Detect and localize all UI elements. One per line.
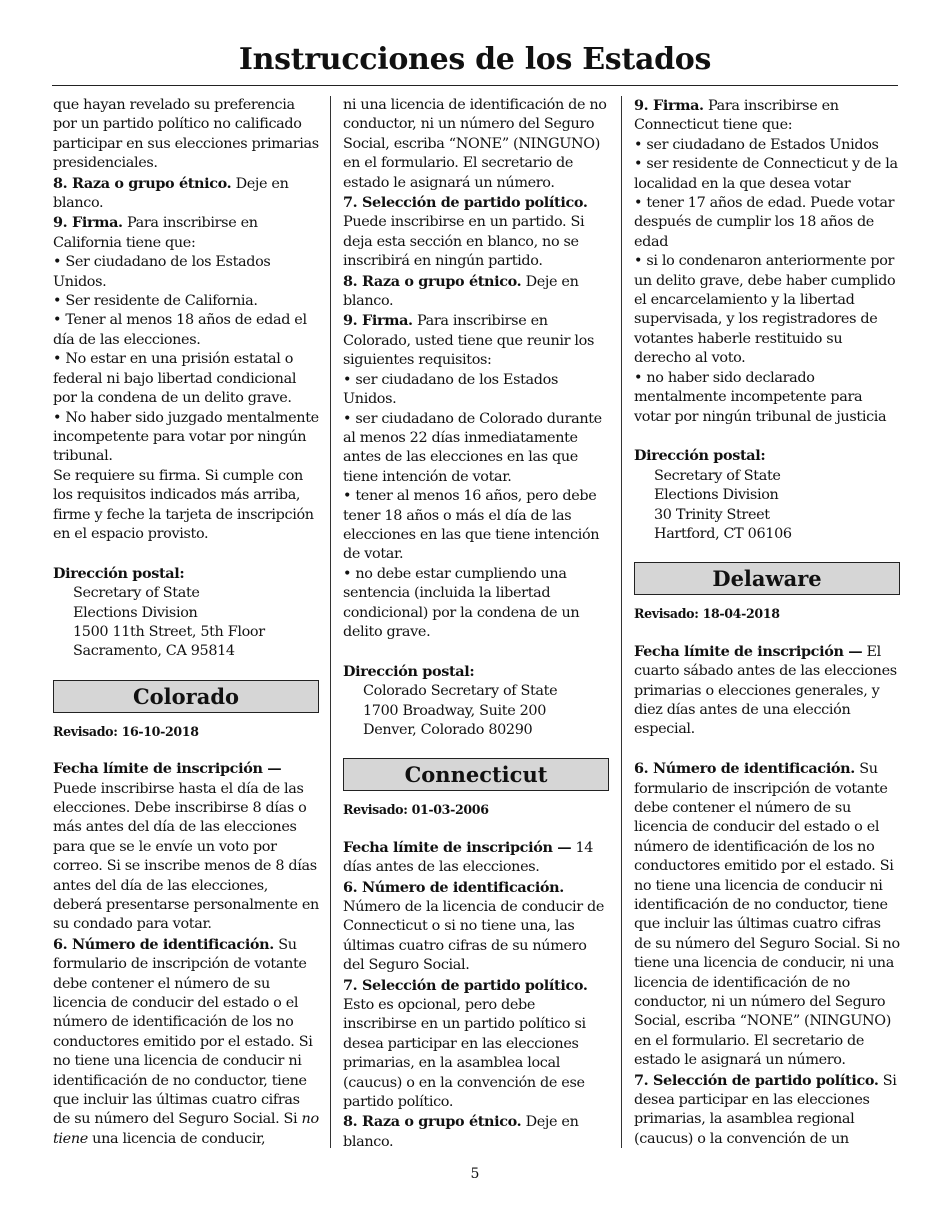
address-line: Hartford, CT 06106 xyxy=(654,525,792,542)
section-text: Su formulario de inscripción de votante debe contener el número de su licencia de conducir del estado o el número de identificación de los no conductores emitido por el estado. Si no tiene una licencia de conducir ni identificación de no conductor, tiene que incluir las últimas cuatro cifras de su número del Seguro Social. Si no tiene una licencia de conducir, ni una licencia de identificación de no conductor, ni un número del Seguro Social, escriba “NONE” (NINGUNO) en el formulario. El secretario de estado le asignará un número. xyxy=(634,761,900,1069)
column-divider xyxy=(330,96,331,1148)
section-text: El cuarto sábado antes de las elecciones primarias o elecciones generales, y diez días antes de una elección especial. xyxy=(634,643,897,738)
paragraph: que hayan revelado su preferencia por un partido político no calificado participar en sus elecciones primarias presidenciales. xyxy=(53,97,319,172)
section-text: una licencia de conducir, xyxy=(87,1130,266,1147)
mailing-address-label xyxy=(53,564,319,584)
paragraph xyxy=(343,272,609,312)
section-text: Puede inscribirse en un partido. Si deja esta sección en blanco, no se inscribirá en ningún partido. xyxy=(343,214,585,270)
section-text: Esto es opcional, pero debe inscribirse en un partido político si desea participar en las elecciones primarias, en la asamblea local (caucus) o en la convención de ese partido político. xyxy=(343,997,586,1111)
paragraph xyxy=(343,976,609,1113)
address-line: Secretary of State xyxy=(73,585,200,602)
state-heading-delaware: Delaware xyxy=(634,562,900,595)
address-line: 1700 Broadway, Suite 200 xyxy=(363,702,547,719)
mailing-address-label-text: Dirección postal: xyxy=(53,564,185,582)
revised-date: Revisado: 01-03-2006 xyxy=(343,802,489,818)
mailing-address-label-text: Dirección postal: xyxy=(343,662,475,680)
paragraph xyxy=(634,759,900,1071)
section-text: Deje en blanco. xyxy=(53,175,289,212)
section-label: 8. Raza o grupo étnico. xyxy=(53,174,232,192)
section-label: 8. Raza o grupo étnico. xyxy=(343,272,522,290)
mailing-address-label-text: Dirección postal: xyxy=(634,447,766,465)
bullet-item: • si lo condenaron anteriormente por un delito grave, debe haber cumplido el encarcelamiento y la libertad supervisada, y los registradores de votantes haberle restituido su derecho al voto. xyxy=(634,253,896,367)
column-1 xyxy=(53,96,319,1149)
paragraph: Se requiere su firma. Si cumple con los requisitos indicados más arriba, firme y feche la tarjeta de inscripción en el espacio provisto. xyxy=(53,467,314,542)
address-line: 30 Trinity Street xyxy=(654,506,770,523)
revised-date: Revisado: 16-10-2018 xyxy=(53,723,199,739)
section-text: Para inscribirse en Colorado, usted tiene que reunir los siguientes requisitos: xyxy=(343,313,595,369)
title-divider xyxy=(52,85,898,86)
bullet-item: • ser ciudadano de los Estados Unidos. xyxy=(343,371,558,408)
address-line: Elections Division xyxy=(73,604,198,621)
paragraph xyxy=(634,1071,900,1150)
column-3 xyxy=(634,96,900,1149)
mailing-address-label xyxy=(343,662,609,682)
section-label: 6. Número de identificación. xyxy=(634,760,855,778)
paragraph: ni una licencia de identificación de no conductor, ni un número del Seguro Social, escriba “NONE” (NINGUNO) en el formulario. El secretario de estado le asignará un número. xyxy=(343,97,607,191)
section-label: Fecha límite de inscripción — xyxy=(53,760,282,778)
section-text: Su formulario de inscripción de votante debe contener el número de su licencia de conducir del estado o el número de identificación de los no conductores emitido por el estado. Si no tiene una licencia de conducir ni identificación de no conductor, tiene que incluir las últimas cuatro cifras de su número del Seguro Social. Si xyxy=(53,936,313,1128)
address-line: Colorado Secretary of State xyxy=(363,683,558,700)
emphasis-text: no tiene xyxy=(53,1111,319,1147)
bullet-item: • ser ciudadano de Colorado durante al menos 22 días inmediatamente antes de las elecciones en las que tiene intención de votar. xyxy=(343,410,602,485)
bullet-item: • ser residente de Connecticut y de la localidad en la que desea votar xyxy=(634,156,898,192)
section-text: Para inscribirse en Connecticut tiene que: xyxy=(634,98,839,134)
paragraph xyxy=(343,878,609,976)
section-text: Si desea participar en las elecciones primarias, la asamblea regional (caucus) o la convención de un xyxy=(634,1072,897,1147)
column-divider xyxy=(621,96,622,1148)
paragraph xyxy=(343,193,609,272)
bullet-item: • No estar en una prisión estatal o federal ni bajo libertad condicional por la condena de un delito grave. xyxy=(53,351,297,407)
section-text: Número de la licencia de conducir de Connecticut o si no tiene una, las últimas cuatro cifras de su número del Seguro Social. xyxy=(343,899,605,974)
section-label: 7. Selección de partido político. xyxy=(634,1071,879,1089)
page-title: Instrucciones de los Estados xyxy=(238,42,712,77)
section-text: Deje en blanco. xyxy=(343,273,579,310)
state-heading-colorado: Colorado xyxy=(53,680,319,713)
paragraph xyxy=(53,174,319,214)
bullet-item: • Tener al menos 18 años de edad el día de las elecciones. xyxy=(53,312,307,348)
section-label: 7. Selección de partido político. xyxy=(343,194,588,212)
address-line: Elections Division xyxy=(654,487,779,504)
section-label: Fecha límite de inscripción — xyxy=(343,838,572,856)
section-label: 9. Firma. xyxy=(634,97,704,114)
address-line: 1500 11th Street, 5th Floor xyxy=(73,623,265,640)
section-label: 9. Firma. xyxy=(53,214,123,232)
address-line: Secretary of State xyxy=(654,467,781,484)
paragraph xyxy=(53,213,319,253)
section-label: Fecha límite de inscripción — xyxy=(634,642,863,660)
section-label: 9. Firma. xyxy=(343,312,413,330)
paragraph xyxy=(634,96,900,136)
section-text: Puede inscribirse hasta el día de las elecciones. Debe inscribirse 8 días o más antes del día de las elecciones para que se le envíe un voto por correo. Si se inscribe menos de 8 días antes del día de las elecciones, deberá presentarse personalmente en su condado para votar. xyxy=(53,780,319,933)
paragraph xyxy=(634,642,900,740)
mailing-address-label xyxy=(634,446,900,466)
bullet-item: • Ser residente de California. xyxy=(53,293,258,310)
bullet-item: • no debe estar cumpliendo una sentencia (incluida la libertad condicional) por la condena de un delito grave. xyxy=(343,565,580,640)
paragraph xyxy=(343,311,609,370)
bullet-item: • Ser ciudadano de los Estados Unidos. xyxy=(53,254,271,290)
address-line: Denver, Colorado 80290 xyxy=(363,721,533,738)
section-text: Para inscribirse en California tiene que: xyxy=(53,215,258,251)
section-label: 6. Número de identificación. xyxy=(53,935,274,953)
paragraph xyxy=(343,1112,609,1152)
section-label: 8. Raza o grupo étnico. xyxy=(343,1113,522,1131)
paragraph xyxy=(343,838,609,878)
column-2 xyxy=(343,96,609,1152)
revised-date: Revisado: 18-04-2018 xyxy=(634,606,780,622)
section-label: 7. Selección de partido político. xyxy=(343,976,588,994)
bullet-item: • tener 17 años de edad. Puede votar después de cumplir los 18 años de edad xyxy=(634,195,895,250)
paragraph xyxy=(53,935,319,1149)
paragraph xyxy=(53,759,319,935)
section-text: 14 días antes de las elecciones. xyxy=(343,839,594,876)
bullet-item: • ser ciudadano de Estados Unidos xyxy=(634,136,879,153)
section-text: Deje en blanco. xyxy=(343,1114,579,1150)
bullet-item: • No haber sido juzgado mentalmente incompetente para votar por ningún tribunal. xyxy=(53,409,319,465)
address-line: Sacramento, CA 95814 xyxy=(73,643,235,660)
bullet-item: • tener al menos 16 años, pero debe tener 18 años o más el día de las elecciones en las que tiene intención de votar. xyxy=(343,488,600,563)
state-heading-connecticut: Connecticut xyxy=(343,758,609,791)
page-number: 5 xyxy=(470,1166,480,1182)
bullet-item: • no haber sido declarado mentalmente incompetente para votar por ningún tribunal de justicia xyxy=(634,369,887,425)
section-label: 6. Número de identificación. xyxy=(343,878,564,896)
